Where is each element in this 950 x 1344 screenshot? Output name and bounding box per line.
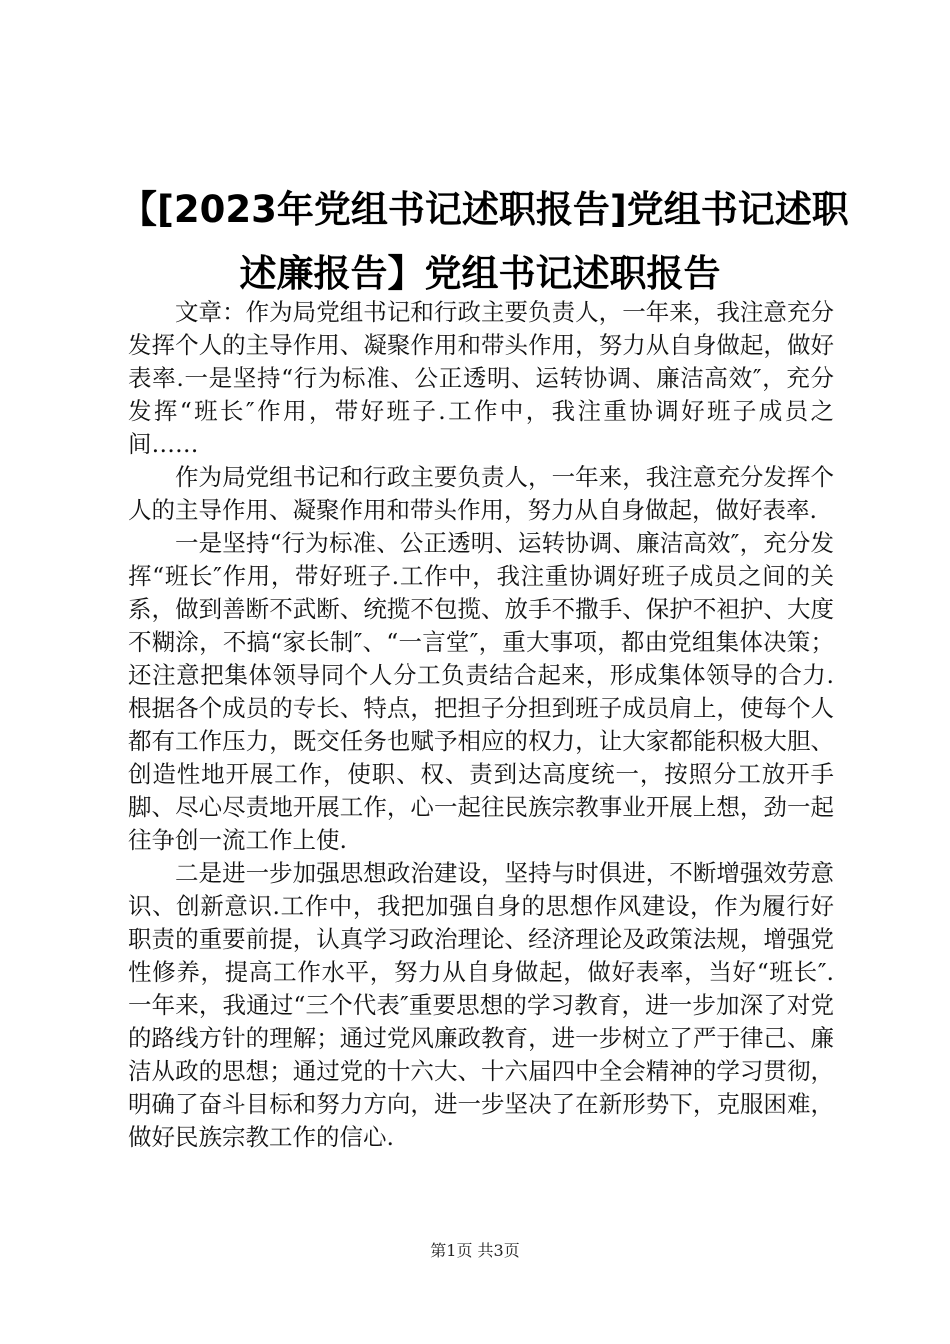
document-body: [128, 296, 834, 1154]
summary-paragraph: 文章：作为局党组书记和行政主要负责人，一年来，我注意充分发挥个人的主导作用、凝聚作用和带头作用，努力从自身做起，做好表率.一是坚持“行为标准、公正透明、运转协调、廉洁高效″，充分发挥“班长″作用，带好班子.工作中，我注重协调好班子成员之间……: [128, 298, 834, 458]
body-paragraph: 二是进一步加强思想政治建设，坚持与时俱进，不断增强效劳意识、创新意识.工作中，我把加强自身的思想作风建设，作为履行好职责的重要前提，认真学习政治理论、经济理论及政策法规，增强党性修养，提高工作水平，努力从自身做起，做好表率，当好“班长″.一年来，我通过“三个代表″重要思想的学习教育，进一步加深了对党的路线方针的理解；通过党风廉政教育，进一步树立了严于律己、廉洁从政的思想；通过党的十六大、十六届四中全会精神的学习贯彻，明确了奋斗目标和努力方向，进一步坚决了在新形势下，克服困难，做好民族宗教工作的信心.: [128, 859, 834, 1151]
title-line-1: 【[2023年党组书记述职报告]党组书记述职: [120, 188, 849, 231]
title-line-2: 述廉报告】党组书记述职报告: [239, 252, 721, 295]
document-title: [120, 178, 849, 306]
body-paragraph: 一是坚持“行为标准、公正透明、运转协调、廉洁高效″，充分发挥“班长″作用，带好班子.工作中，我注重协调好班子成员之间的关系，做到善断不武断、统揽不包揽、放手不撒手、保护不袒护、大度不糊涂，不搞“家长制″、“一言堂″，重大事项，都由党组集体决策；还注意把集体领导同个人分工负责结合起来，形成集体领导的合力.根据各个成员的专长、特点，把担子分担到班子成员肩上，使每个人都有工作压力，既交任务也赋予相应的权力，让大家都能积极大胆、创造性地开展工作，使职、权、责到达高度统一，按照分工放开手脚、尽心尽责地开展工作，心一起往民族宗教事业开展上想，劲一起往争创一流工作上使.: [128, 529, 834, 854]
page-footer: 第1页 共3页: [430, 1241, 520, 1260]
body-paragraph: 作为局党组书记和行政主要负责人，一年来，我注意充分发挥个人的主导作用、凝聚作用和带头作用，努力从自身做起，做好表率.: [128, 463, 834, 524]
